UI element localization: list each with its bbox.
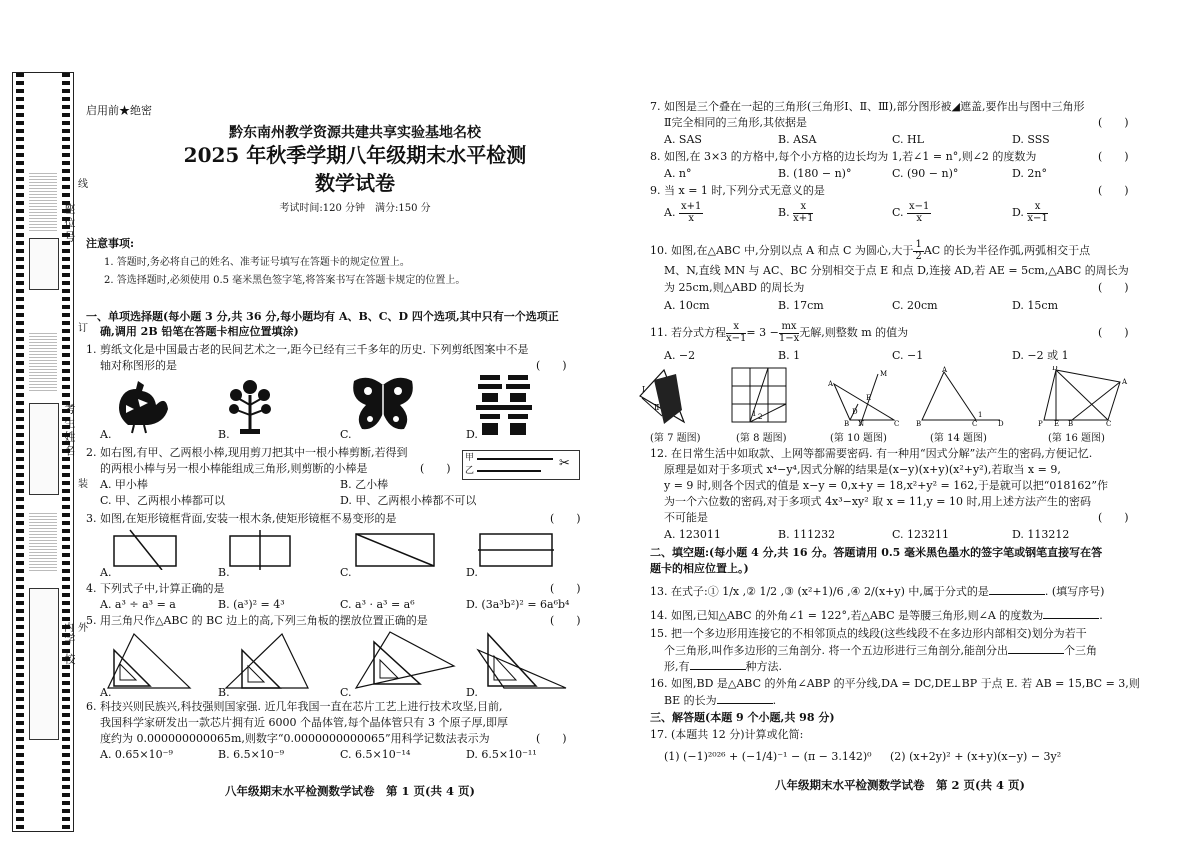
caption-q16: (第 16 题图) [1048, 433, 1105, 444]
exam-meta: 考试时间:120 分钟 满分:150 分 [279, 203, 431, 214]
svg-text:1: 1 [978, 411, 983, 419]
school-label: 学 校 [62, 633, 76, 668]
q12-answer-paren: ( ) [1098, 511, 1129, 524]
q12-line2: 原理是如对于多项式 x⁴−y⁴,因式分解的结果是(x−y)(x+y)(x²+y²),若取当 x = 9, [664, 463, 1061, 476]
page2-footer: 八年级期末水平检测数学试卷 第 2 页(共 4 页) [775, 778, 1025, 792]
q2-option-c[interactable]: C. 甲、乙两根小棒都可以 [100, 494, 226, 507]
q9-a-numerator: x+1 [680, 201, 702, 212]
exam-subject: 数学试卷 [315, 171, 395, 195]
q9-answer-paren: ( ) [1098, 184, 1129, 197]
q11-answer-paren: ( ) [1098, 326, 1129, 339]
q6-option-a[interactable]: A. 0.65×10⁻⁹ [100, 748, 173, 761]
q12-line1: 12. 在日常生活中如取款、上网等都需要密码. 有一种用“因式分解”法产生的密码,方便记忆. [650, 447, 1093, 460]
exam-title: 2025 年秋季学期八年级期末水平检测 [183, 143, 527, 167]
svg-text:D: D [852, 408, 858, 416]
q5-setsquare-a [104, 630, 194, 692]
student-name-box[interactable] [29, 403, 59, 495]
q4-line1: 4. 下列式子中,计算正确的是 [86, 582, 225, 595]
q8-option-d[interactable]: D. 2n° [1012, 167, 1048, 180]
q11-option-d[interactable]: D. −2 或 1 [1012, 349, 1069, 362]
svg-text:A: A [828, 380, 834, 388]
q11-f1-denominator: x−1 [726, 332, 747, 344]
double-happiness-papercut-image [476, 373, 532, 439]
caption-q10: (第 10 题图) [830, 433, 887, 444]
q14-figure [914, 366, 1006, 428]
q3-frame-b [224, 528, 296, 570]
q8-line1: 8. 如图,在 3×3 的方格中,每个小方格的边长均为 1,若∠1 = n°,则∠2 的度数为 [650, 150, 1037, 163]
q16-tail: . [772, 694, 777, 707]
svg-text:P: P [1038, 420, 1043, 428]
svg-text:C: C [972, 420, 978, 428]
q10-figure [828, 366, 900, 428]
q5-option-b[interactable]: B. [218, 686, 230, 699]
scissors-icon: ✂ [559, 456, 570, 471]
q8-option-a[interactable]: A. n° [664, 167, 692, 180]
svg-text:2: 2 [758, 413, 763, 421]
q7-option-b[interactable]: B. ASA [778, 133, 817, 146]
q2-line1: 2. 如右图,有甲、乙两根小棒,现用剪刀把其中一根小棒剪断,若得到 [86, 446, 408, 459]
q9-b-denominator: x+1 [793, 212, 814, 224]
q9-a-denominator: x [688, 212, 694, 224]
svg-text:A: A [942, 366, 948, 374]
q12-line3: y = 9 时,则各个因式的值是 x−y = 0,x+y = 18,x²+y² = 162,于是就可以把“018162”作 [664, 479, 1108, 492]
q16-line2 [664, 693, 776, 709]
q2-answer-paren: ( ) [420, 462, 451, 475]
q9-option-a[interactable]: A. $\frac{x+1}{x}$ [664, 201, 702, 224]
q9-d-numerator: x [1027, 202, 1047, 214]
strip-border-left [16, 73, 24, 831]
q13-tail: . (填写序号) [1044, 585, 1105, 598]
q9-option-d[interactable]: D. $\frac{x}{x-1}$ [1012, 201, 1048, 224]
seat-number-box[interactable] [29, 238, 59, 290]
tree-papercut-image [224, 375, 276, 435]
q13-text: 13. 在式子:① 1/x ,② 1/2 ,③ (x²+1)/6 ,④ 2/(x+y) 中,属于分式的是 [650, 585, 989, 598]
q13-answer-blank[interactable] [989, 584, 1045, 595]
stick-yi-label: 乙 [465, 466, 475, 476]
binding-strip [12, 72, 74, 832]
q12-option-d[interactable]: D. 113212 [1012, 528, 1070, 541]
q9-c-denominator: x [916, 212, 923, 224]
q12-line5: 不可能是 [664, 511, 708, 524]
stick-yi [477, 470, 541, 472]
seal-char-ding: 订 [78, 323, 88, 334]
q1-option-b[interactable]: B. [218, 428, 230, 441]
q15-line3-b: 种方法. [745, 660, 782, 673]
q14-text: 14. 如图,已知△ABC 的外角∠1 = 122°,若△ABC 是等腰三角形,则∠A 的度数为 [650, 609, 1044, 622]
q15-answer-blank-1[interactable] [1008, 643, 1064, 654]
q11-f1-numerator: x [726, 322, 746, 334]
q1-option-d[interactable]: D. [466, 428, 478, 441]
q10-half-denominator: 2 [915, 250, 922, 262]
svg-text:B: B [916, 420, 922, 428]
q10-option-d[interactable]: D. 15cm [1012, 299, 1059, 312]
q13-line [650, 584, 1104, 600]
svg-text:C: C [1106, 420, 1112, 428]
q11-line1 [650, 322, 908, 344]
q5-setsquare-d [474, 630, 570, 692]
q11-mid: = 3 − [746, 326, 779, 339]
svg-text:E: E [866, 394, 872, 402]
q8-figure [730, 366, 788, 428]
q5-option-a[interactable]: A. [100, 686, 112, 699]
q7-option-d[interactable]: D. SSS [1012, 133, 1050, 146]
q6-answer-paren: ( ) [536, 732, 567, 745]
q12-line4: 为一个六位数的密码,对于多项式 4x³−xy² 取 x = 11,y = 10 时,用上述方法产生的密码 [664, 495, 1091, 508]
q14-answer-blank[interactable] [1043, 608, 1099, 619]
q7-figure [634, 366, 694, 428]
q8-option-c[interactable]: C. (90 − n)° [892, 167, 959, 180]
school-field-pattern [29, 513, 57, 573]
organizer: 黔东南州教学资源共建共享实验基地名校 [229, 125, 481, 141]
q17-part2: (2) (x+2y)² + (x+y)(x−y) − 3y² [890, 750, 1062, 763]
q2-option-d[interactable]: D. 甲、乙两根小棒都不可以 [340, 494, 477, 507]
secret-label: 启用前★绝密 [86, 104, 152, 117]
note-2: 2. 答选择题时,必须使用 0.5 毫米黑色签字笔,将答案书写在答题卡规定的位置上。 [104, 275, 466, 286]
q14-tail: . [1099, 609, 1103, 622]
svg-text:A: A [1122, 378, 1128, 386]
section3-heading: 三、解答题(本题 9 个小题,共 98 分) [650, 711, 835, 724]
q3-line1: 3. 如图,在矩形镜框背面,安装一根木条,使矩形镜框不易变形的是 [86, 512, 397, 525]
name-field-pattern [29, 333, 57, 393]
svg-text:D: D [1052, 366, 1058, 372]
q16-figure [1036, 366, 1128, 428]
q10-line1-b: AC 的长为半径作弧,两弧相交于点 [923, 244, 1091, 257]
stick-jia-label: 甲 [465, 453, 475, 463]
q11-f2-numerator: mx [779, 322, 799, 334]
q4-answer-paren: ( ) [550, 582, 581, 595]
q11-option-b[interactable]: B. 1 [778, 349, 801, 362]
caption-q14: (第 14 题图) [930, 433, 987, 444]
seal-char-line: 线 [78, 179, 88, 190]
q3-frame-c [352, 528, 438, 570]
q4-option-d[interactable]: D. (3a³b²)² = 6a⁶b⁴ [466, 598, 570, 611]
q9-option-b[interactable]: B. $\frac{x}{x+1}$ [778, 201, 814, 224]
q7-option-a[interactable]: A. SAS [664, 133, 702, 146]
butterfly-papercut-image [348, 373, 418, 435]
page1-footer: 八年级期末水平检测数学试卷 第 1 页(共 4 页) [225, 784, 475, 798]
q9-c-numerator: x−1 [909, 201, 930, 212]
q8-answer-paren: ( ) [1098, 150, 1129, 163]
q3-frame-a [110, 528, 182, 570]
q2-option-a[interactable]: A. 甲小棒 [100, 478, 148, 491]
q5-option-c[interactable]: C. [340, 686, 352, 699]
q5-line1: 5. 用三角尺作△ABC 的 BC 边上的高,下列三角板的摆放位置正确的是 [86, 614, 428, 627]
seal-char-wai: 外 [78, 623, 88, 634]
q11-line1-a: 11. 若分式方程 [650, 326, 726, 339]
q1-line2: 轴对称图形的是 [100, 359, 177, 372]
caption-q8: (第 8 题图) [736, 433, 787, 444]
q17-line1: 17. (本题共 12 分)计算或化简: [650, 728, 804, 741]
q4-option-b[interactable]: B. (a³)² = 4³ [218, 598, 285, 611]
q7-line1: 7. 如图是三个叠在一起的三角形(三角形Ⅰ、Ⅱ、Ⅲ),部分图形被◢遮盖,要作出与图中三角形 [650, 100, 1085, 113]
q9-line1: 9. 当 x = 1 时,下列分式无意义的是 [650, 184, 825, 197]
q7-line2: Ⅱ完全相同的三角形,其依据是 [664, 116, 807, 129]
caption-q7: (第 7 题图) [650, 433, 701, 444]
q15-line1: 15. 把一个多边形用连接它的不相邻顶点的线段(这些线段不在多边形内部相交)划分为若干 [650, 627, 1087, 640]
q5-setsquare-c [350, 626, 460, 692]
q10-line2: M、N,直线 MN 与 AC、BC 分别相交于点 E 和点 D,连接 AD,若 AE = 5cm,△ABC 的周长为 [664, 264, 1129, 277]
q10-half-numerator: 1 [915, 239, 922, 250]
q6-option-c[interactable]: C. 6.5×10⁻¹⁴ [340, 748, 411, 761]
q3-answer-paren: ( ) [550, 512, 581, 525]
section1-line2: 确,调用 2B 铅笔在答题卡相应位置填涂) [100, 325, 299, 338]
q16-line2-text: BE 的长为 [664, 694, 717, 707]
svg-text:Ⅱ: Ⅱ [654, 403, 660, 412]
q15-line2-b: 个三角 [1063, 644, 1097, 657]
q15-line2-a: 个三角形,叫作多边形的三角剖分. 将一个五边形进行三角剖分,能剖分出 [664, 644, 1008, 657]
q4-option-a[interactable]: A. a³ ÷ a³ = a [100, 598, 176, 611]
q10-option-c[interactable]: C. 20cm [892, 299, 938, 312]
student-name-label: 考生姓名 [62, 403, 76, 459]
svg-text:E: E [1054, 420, 1060, 428]
q3-option-a[interactable]: A. [100, 566, 112, 579]
q1-option-a[interactable]: A. [100, 428, 112, 441]
q1-answer-paren: ( ) [536, 359, 567, 372]
stick-jia [477, 458, 553, 460]
q15-line3 [664, 659, 782, 675]
q15-line2 [664, 643, 1097, 659]
q9-option-c[interactable]: C. $\frac{x-1}{x}$ [892, 201, 930, 224]
q1-line1: 1. 剪纸文化是中国最古老的民间艺术之一,距今已经有三千多年的历史. 下列剪纸图案中不是 [86, 343, 529, 356]
q6-line1: 6. 科技兴则民族兴,科技强则国家强. 近几年我国一直在芯片工艺上进行技术攻坚,目前, [86, 700, 503, 713]
q2-figure [462, 450, 580, 480]
q14-line [650, 608, 1103, 624]
q12-option-b[interactable]: B. 111232 [778, 528, 836, 541]
q10-line1 [650, 240, 1090, 262]
seat-field-pattern [29, 173, 57, 233]
seat-number-label: 座位号 [62, 203, 76, 245]
q3-option-d[interactable]: D. [466, 566, 478, 579]
q3-frame-d [476, 528, 556, 570]
q16-line1: 16. 如图,BD 是△ABC 的外角∠ABP 的平分线,DA = DC,DE⊥BP 于点 E. 若 AB = 15,BC = 3,则 [650, 677, 1140, 690]
q11-line1-b: 无解,则整数 m 的值为 [799, 326, 909, 339]
svg-text:N: N [858, 420, 865, 428]
q7-answer-paren: ( ) [1098, 116, 1129, 129]
q2-option-b[interactable]: B. 乙小棒 [340, 478, 389, 491]
section2-line2: 题卡的相应位置上。) [650, 562, 749, 575]
q6-line3: 度约为 0.000000000065m,则数字“0.0000000000065”用科学记数法表示为 [100, 732, 490, 745]
q7-option-c[interactable]: C. HL [892, 133, 924, 146]
q5-setsquare-b [222, 630, 312, 692]
q17-part1: (1) (−1)²⁰²⁶ + (−1/4)⁻¹ − (π − 3.142)⁰ [664, 750, 872, 763]
svg-text:D: D [998, 420, 1004, 428]
svg-text:M: M [880, 370, 888, 378]
seal-char-zhuang: 装 [78, 479, 88, 490]
q8-option-b[interactable]: B. (180 − n)° [778, 167, 852, 180]
section2-line1: 二、填空题:(每小题 4 分,共 16 分。答题请用 0.5 毫米黑色墨水的签字笔或钢笔直接写在答 [650, 546, 1103, 559]
q6-option-b[interactable]: B. 6.5×10⁻⁹ [218, 748, 284, 761]
svg-text:1: 1 [752, 410, 757, 418]
svg-text:B: B [1068, 420, 1074, 428]
q2-line2: 的两根小棒与另一根小棒能组成三角形,则剪断的小棒是 [100, 462, 368, 475]
q4-option-c[interactable]: C. a³ · a³ = a⁶ [340, 598, 415, 611]
svg-text:Ⅰ: Ⅰ [642, 385, 646, 394]
school-box[interactable] [29, 588, 59, 740]
q1-option-c[interactable]: C. [340, 428, 352, 441]
q10-line3: 为 25cm,则△ABD 的周长为 [664, 281, 805, 294]
rooster-papercut-image [108, 375, 172, 435]
q5-answer-paren: ( ) [550, 614, 581, 627]
q16-answer-blank[interactable] [717, 693, 773, 704]
svg-text:C: C [894, 420, 900, 428]
q6-option-d[interactable]: D. 6.5×10⁻¹¹ [466, 748, 537, 761]
q3-option-c[interactable]: C. [340, 566, 352, 579]
q11-option-c[interactable]: C. −1 [892, 349, 924, 362]
q6-line2: 我国科学家研发出一款芯片拥有近 6000 个晶体管,每个晶体管只有 3 个原子厚,即厚 [100, 716, 508, 729]
q10-line1-a: 10. 如图,在△ABC 中,分别以点 A 和点 C 为圆心,大于 [650, 244, 914, 257]
q15-line3-a: 形,有 [664, 660, 690, 673]
q10-option-a[interactable]: A. 10cm [664, 299, 710, 312]
notes-heading: 注意事项: [86, 237, 135, 250]
q15-answer-blank-2[interactable] [690, 659, 746, 670]
q9-d-denominator: x−1 [1027, 212, 1048, 224]
q5-option-d[interactable]: D. [466, 686, 478, 699]
q11-option-a[interactable]: A. −2 [664, 349, 696, 362]
seal-char-nei: 内 [64, 623, 74, 634]
q10-answer-paren: ( ) [1098, 281, 1129, 294]
q11-f2-denominator: 1−x [778, 332, 800, 344]
q10-option-b[interactable]: B. 17cm [778, 299, 824, 312]
q3-option-b[interactable]: B. [218, 566, 230, 579]
note-1: 1. 答题时,务必将自己的姓名、准考证号填写在答题卡的规定位置上。 [104, 257, 410, 268]
section1-line1: 一、单项选择题(每小题 3 分,共 36 分,每小题均有 A、B、C、D 四个选项,其中只有一个选项正 [86, 310, 559, 323]
q12-option-a[interactable]: A. 123011 [664, 528, 721, 541]
svg-text:B: B [844, 420, 850, 428]
q9-b-numerator: x [793, 202, 813, 214]
q12-option-c[interactable]: C. 123211 [892, 528, 950, 541]
